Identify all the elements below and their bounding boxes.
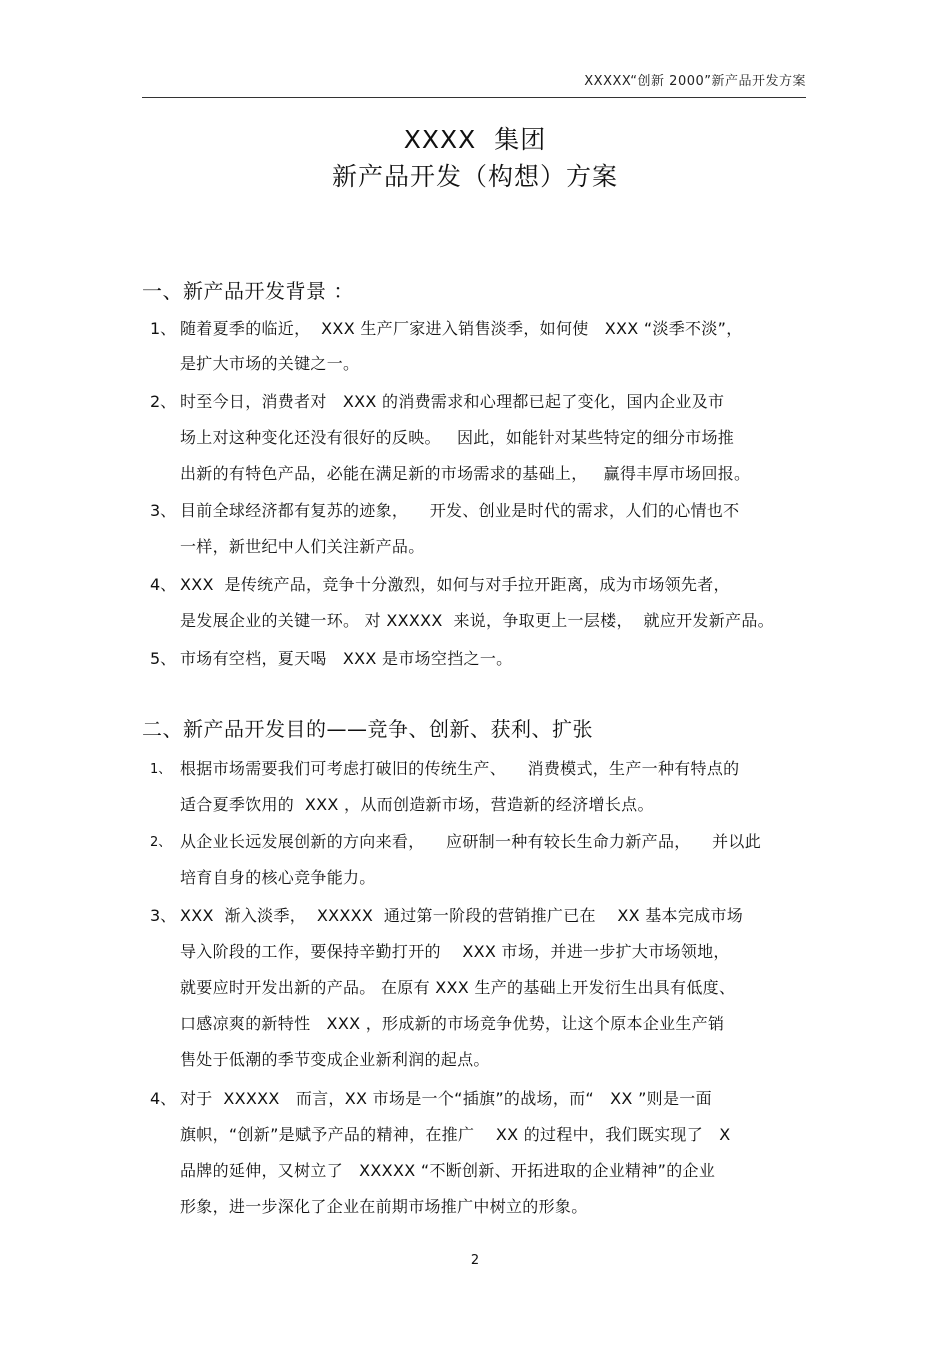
item-text-line: 随着夏季的临近， XXX 生产厂家进入销售淡季，如何使 XXX “淡季不淡”，: [180, 319, 743, 338]
item-text-line: 品牌的延伸，又树立了 XXXXX “不断创新、开拓进取的企业精神”的企业: [180, 1161, 716, 1180]
item-number: 3、: [150, 906, 177, 925]
section-heading-purpose: 二、新产品开发目的——竞争、创新、获利、扩张: [142, 717, 593, 741]
item-text-line: 就要应时开发出新的产品。 在原有 XXX 生产的基础上开发衍生出具有低度、: [180, 978, 736, 997]
item-text-line: 形象，进一步深化了企业在前期市场推广中树立的形象。: [180, 1197, 588, 1216]
item-number: 3、: [150, 501, 177, 520]
item-number: 2、: [150, 835, 172, 850]
item-text-line: 市场有空档，夏天喝 XXX 是市场空挡之一。: [180, 649, 513, 668]
item-text-line: 是扩大市场的关键之一。: [180, 354, 360, 373]
item-number: 1、: [150, 319, 177, 338]
section-heading-background: 一、新产品开发背景 ：: [142, 279, 354, 303]
document-title-line2: 新产品开发（构想）方案: [331, 162, 618, 191]
running-header: XXXXX“创新 2000”新产品开发方案: [584, 74, 806, 89]
item-text-line: 旗帜，“创新”是赋予产品的精神，在推广 XX 的过程中，我们既实现了 X: [180, 1125, 731, 1144]
item-text-line: 导入阶段的工作，要保持辛勤打开的 XXX 市场，并进一步扩大市场领地，: [180, 942, 730, 961]
document-title-line1: XXXX 集团: [403, 125, 547, 154]
item-text-line: 场上对这种变化还没有很好的反映。 因此，如能针对某些特定的细分市场推: [180, 428, 735, 447]
header-rule: [142, 97, 806, 98]
item-text-line: XXX 是传统产品，竞争十分激烈，如何与对手拉开距离，成为市场领先者，: [180, 575, 730, 594]
item-text-line: 从企业长远发展创新的方向来看， 应研制一种有较长生命力新产品， 并以此: [180, 832, 761, 851]
page-number: 2: [470, 1253, 480, 1268]
item-text-line: 出新的有特色产品，必能在满足新的市场需求的基础上， 赢得丰厚市场回报。: [180, 464, 751, 483]
item-text-line: 售处于低潮的季节变成企业新利润的起点。: [180, 1050, 490, 1069]
item-text-line: 培育自身的核心竞争能力。: [180, 868, 376, 887]
item-number: 5、: [150, 649, 177, 668]
item-text-line: 根据市场需要我们可考虑打破旧的传统生产、 消费模式，生产一种有特点的: [180, 759, 740, 778]
item-text-line: 一样，新世纪中人们关注新产品。: [180, 537, 425, 556]
item-text-line: XXX 渐入淡季， XXXXX 通过第一阶段的营销推广已在 XX 基本完成市场: [180, 906, 744, 925]
item-text-line: 是发展企业的关键一环。 对 XXXXX 来说，争取更上一层楼， 就应开发新产品。: [180, 611, 774, 630]
item-number: 2、: [150, 392, 177, 411]
item-number: 1、: [150, 762, 172, 777]
item-text-line: 适合夏季饮用的 XXX ，从而创造新市场，营造新的经济增长点。: [180, 795, 654, 814]
item-number: 4、: [150, 1089, 177, 1108]
item-text-line: 对于 XXXXX 而言，XX 市场是一个“插旗”的战场，而“ XX ”则是一面: [180, 1089, 712, 1108]
item-text-line: 目前全球经济都有复苏的迹象， 开发、创业是时代的需求，人们的心情也不: [180, 501, 740, 520]
item-text-line: 口感凉爽的新特性 XXX ，形成新的市场竞争优势，让这个原本企业生产销: [180, 1014, 725, 1033]
item-number: 4、: [150, 575, 177, 594]
item-text-line: 时至今日，消费者对 XXX 的消费需求和心理都已起了变化，国内企业及市: [180, 392, 725, 411]
